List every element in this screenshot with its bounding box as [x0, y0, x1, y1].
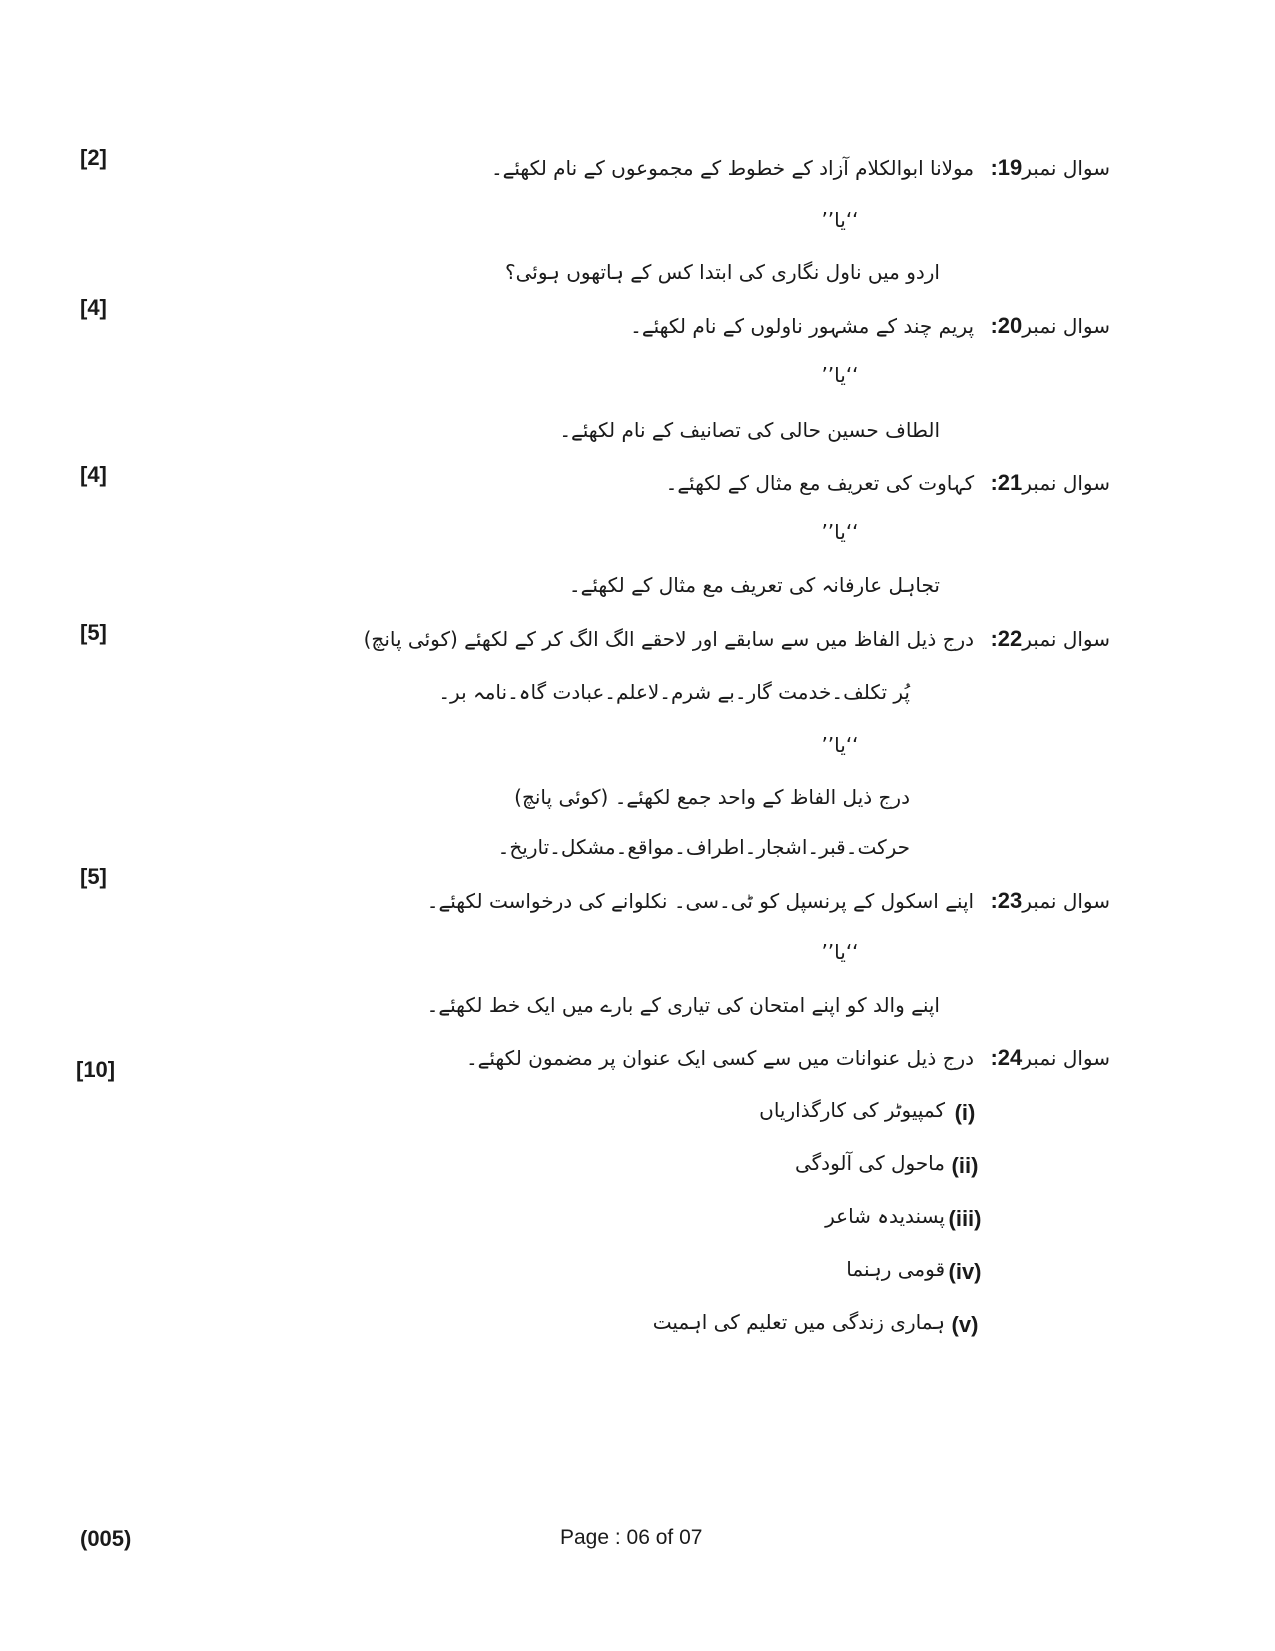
question-label: سوال نمبر	[1022, 627, 1110, 651]
or-label: ’’یا‘‘	[821, 940, 859, 964]
question-23	[427, 888, 1110, 914]
question-22-alt: درج ذیل الفاظ کے واحد جمع لکھئے۔ (کوئی پانچ)	[514, 785, 910, 809]
question-21	[666, 470, 1110, 496]
option-text: ماحول کی آلودگی	[794, 1151, 945, 1175]
question-text: درج ذیل عنوانات میں سے کسی ایک عنوان پر مضمون لکھئے۔	[465, 1046, 975, 1070]
question-separator: :	[990, 626, 998, 651]
question-text: پریم چند کے مشہور ناولوں کے نام لکھئے۔	[630, 314, 975, 338]
question-separator: :	[990, 1045, 998, 1070]
option-number: (ii)	[951, 1153, 979, 1178]
question-19-alt: اردو میں ناول نگاری کی ابتدا کس کے ہاتھوں ہوئی؟	[504, 260, 940, 284]
option-text: قومی رہنما	[846, 1257, 945, 1281]
or-label: ’’یا‘‘	[821, 363, 859, 387]
question-number: 21	[997, 470, 1023, 495]
question-separator: :	[990, 470, 998, 495]
page-number: Page : 06 of 07	[560, 1526, 703, 1549]
question-text: درج ذیل الفاظ میں سے سابقے اور لاحقے الگ الگ کر کے لکھئے (کوئی پانچ)	[363, 627, 975, 651]
question-label: سوال نمبر	[1022, 314, 1110, 338]
question-22	[364, 626, 1110, 652]
question-text: مولانا ابوالکلام آزاد کے خطوط کے مجموعوں کے نام لکھئے۔	[490, 156, 975, 180]
question-20	[630, 313, 1110, 339]
question-24	[466, 1045, 1110, 1071]
option-text: ہماری زندگی میں تعلیم کی اہمیت	[652, 1310, 945, 1334]
question-separator: :	[990, 313, 998, 338]
marks-q24: [10]	[76, 1057, 116, 1082]
question-20-alt: الطاف حسین حالی کی تصانیف کے نام لکھئے۔	[559, 418, 940, 442]
question-number: 19	[997, 155, 1023, 180]
question-text: کہاوت کی تعریف مع مثال کے لکھئے۔	[665, 471, 975, 495]
question-19	[491, 155, 1110, 181]
or-label: ’’یا‘‘	[821, 520, 859, 544]
question-number: 22	[997, 626, 1023, 651]
option-number: (i)	[954, 1100, 976, 1125]
question-separator: :	[990, 155, 998, 180]
question-21-alt: تجاہل عارفانہ کی تعریف مع مثال کے لکھئے۔	[568, 573, 940, 597]
marks-q22: [5]	[80, 620, 107, 645]
or-label: ’’یا‘‘	[821, 733, 859, 757]
or-label: ’’یا‘‘	[821, 208, 859, 232]
paper-code: (005)	[80, 1526, 132, 1551]
option-number: (v)	[951, 1312, 979, 1337]
question-number: 24	[997, 1045, 1023, 1070]
question-label: سوال نمبر	[1022, 1046, 1110, 1070]
question-label: سوال نمبر	[1022, 889, 1110, 913]
option-number: (iv)	[948, 1259, 982, 1284]
marks-q20: [4]	[80, 295, 107, 320]
marks-q19: [2]	[80, 145, 107, 170]
question-22-words: پُر تکلف۔خدمت گار۔بے شرم۔لاعلم۔عبادت گاہ۔نامہ بر۔	[438, 680, 910, 704]
question-23-alt: اپنے والد کو اپنے امتحان کی تیاری کے بارے میں ایک خط لکھئے۔	[426, 993, 940, 1017]
option-number: (iii)	[948, 1206, 982, 1231]
option-text: کمپیوٹر کی کارگذاریاں	[759, 1098, 945, 1122]
question-number: 23	[997, 888, 1023, 913]
marks-q21: [4]	[80, 462, 107, 487]
question-number: 20	[997, 313, 1023, 338]
question-label: سوال نمبر	[1022, 471, 1110, 495]
question-separator: :	[990, 888, 998, 913]
question-label: سوال نمبر	[1022, 156, 1110, 180]
question-22-alt-words: حرکت۔قبر۔اشجار۔اطراف۔مواقع۔مشکل۔تاریخ۔	[497, 835, 910, 859]
marks-q23: [5]	[80, 864, 107, 889]
option-text: پسندیدہ شاعر	[825, 1204, 945, 1228]
question-text: اپنے اسکول کے پرنسپل کو ٹی۔سی۔ نکلوانے کی درخواست لکھئے۔	[426, 889, 975, 913]
